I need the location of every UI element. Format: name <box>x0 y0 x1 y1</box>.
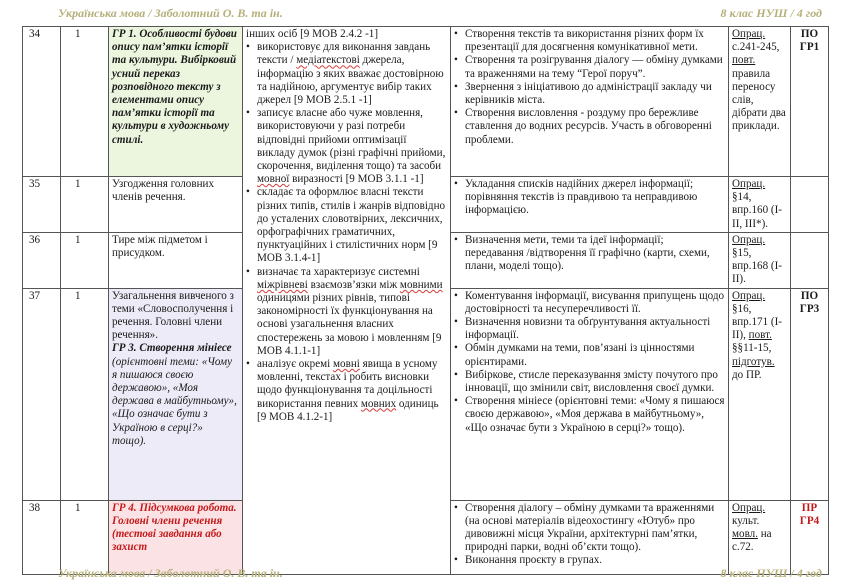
homework-cell <box>729 232 791 288</box>
lesson-topic: Узгодження головних членів речення. <box>109 177 243 233</box>
lesson-number: 36 <box>23 232 61 288</box>
activity-item: • Звернення з ініціативою до адміністрації закладу чи керівників міста. <box>454 81 725 107</box>
outcome-item: • складає та оформлює власні тексти різних типів, стилів і жанрів відповідно до усталених словотвірних, лексичних, орфографічних граматичних, пунктуаційних і стилістичних норм [9 МОВ 3.1.4-1] <box>246 186 447 265</box>
outcome-continuation: інших осіб [9 МОВ 2.4.2 -1] <box>246 28 379 40</box>
running-footer-right: 8 клас НУШ / 4 год <box>720 566 822 580</box>
activity-item: • Визначення новизни та обґрунтування актуальності інформації. <box>454 316 725 342</box>
lesson-topic <box>109 27 243 177</box>
homework-cell <box>729 177 791 233</box>
assessment-form: ПО ГР1 <box>791 27 829 177</box>
expected-outcomes-cell <box>243 27 451 575</box>
homework-text: Опрац. §14, впр.160 (І-ІІ, ІІІ*). <box>732 178 782 230</box>
activity-item: • Вибіркове, стисле переказування змісту почутого про інновації, що змінили світ, висловлення своєї думки. <box>454 369 725 395</box>
homework-cell <box>729 288 791 500</box>
lesson-hours: 1 <box>61 232 109 288</box>
outcome-item: • використовує для виконання завдань тексти / медіатекстові джерела, інформацію з яких вважає достовірною та надійною, аргументує вибір таких джерел [9 МОВ 2.5.1 -1] <box>246 41 447 107</box>
outcome-item: • визначає та характеризує системні міжрівневі взаємозв’язки між мовними одиницями різних рівнів, типові закономірності їх функціонування на основі узагальнення власних спостережень за мовою і мовленням [9 МОВ 4.1.1-1] <box>246 266 447 358</box>
topic-text: ГР 1. Особливості будови опису пам’ятки історії та культури. Вибірковий усний переказ розповідного тексту з елементами опису пам’ятки історії та культури в художньому стилі. <box>112 28 237 146</box>
activity-item: • Коментування інформації, висування припущень щодо достовірності та несуперечливості її. <box>454 290 725 316</box>
outcome-item: • аналізує окремі мовні явища в усному мовленні, текстах і робить висновки щодо функціонування та доцільності використання певних мовних одиниць [9 МОВ 4.1.2-1] <box>246 358 447 424</box>
running-header-right: 8 клас НУШ / 4 год <box>720 6 822 20</box>
activity-item: • Створення мініесе (орієнтовні теми: «Чому я пишаюся своєю державою», «Моя держава в майбутньому», «Що означає бути з Україною в серці?» тощо). <box>454 395 725 435</box>
activity-item: • Визначення мети, теми та ідеї інформації; передавання /відтворення її графічно (карти, схеми, плани, моделі тощо). <box>454 234 725 274</box>
running-footer <box>48 564 828 582</box>
topic-text: ГР 4. Підсумкова робота. Головні члени речення (тестові завдання або захист <box>112 501 237 554</box>
assessment-form: ПО ГР3 <box>791 288 829 500</box>
activity-item: • Обмін думками на теми, пов’язані із цінностями орієнтирами. <box>454 342 725 368</box>
lesson-hours: 1 <box>61 27 109 177</box>
assessment-form: ПР ГР4 <box>791 500 829 574</box>
table-row <box>23 27 829 177</box>
assessment-form <box>791 232 829 288</box>
topic-group-work: ГР 3. Створення мініесе <box>112 342 232 355</box>
assessment-form <box>791 177 829 233</box>
activity-item: • Створення висловлення - роздуму про бережливе ставлення до водних ресурсів. Участь в обговоренні проблеми. <box>454 107 725 147</box>
running-header-left: Українська мова / Заболотний О. В. та ін. <box>58 6 283 20</box>
topic-note: (орієнтовні теми: «Чому я пишаюся своєю державою», «Моя держава в майбутньому», «Що означає бути з Україною в серці?» тощо). <box>112 355 237 447</box>
homework-text: Опрац. культ. мовл. на с.72. <box>732 501 772 554</box>
activities-cell <box>451 27 729 177</box>
topic-text: Узагальнення вивченого з теми «Словосполучення і речення. Головні члени речення». <box>112 289 234 342</box>
lesson-topic <box>109 288 243 500</box>
activity-item: • Створення та розігрування діалогу — обміну думками та враженнями на тему “Герої поруч”. <box>454 54 725 80</box>
homework-text: Опрац. §15, впр.168 (І-ІІ). <box>732 233 782 286</box>
lesson-hours: 1 <box>61 288 109 500</box>
activity-item: • Створення діалогу – обміну думками та враженнями (на основі матеріалів відеохостингу «Ютуб» про дивовижні місця України, архітектурні пам’ятки, природні парки, водні об’єкти тощо). <box>454 502 725 555</box>
homework-text: Опрац. с.241-245, повт. правила переносу слів, дібрати два приклади. <box>732 28 786 133</box>
lesson-topic: Тире між підметом і присудком. <box>109 232 243 288</box>
lesson-hours: 1 <box>61 177 109 233</box>
activities-cell <box>451 288 729 500</box>
lesson-number: 34 <box>23 27 61 177</box>
outcomes-list <box>246 41 447 424</box>
lesson-plan-table <box>22 26 829 575</box>
lesson-number: 38 <box>23 500 61 574</box>
activity-item: • Створення текстів та використання різних форм їх презентації для досягнення комунікативної мети. <box>454 28 725 54</box>
lesson-number: 35 <box>23 177 61 233</box>
homework-text: Опрац. §16, впр.171 (І-ІІ), повт. §§11-15, підготув. до ПР. <box>732 289 782 381</box>
homework-cell <box>729 27 791 177</box>
outcome-item: • записує власне або чуже мовлення, використовуючи у разі потреби відповідні прийоми оптимізації викладу думок (різні графічні прийоми, скорочення, виділення тощо) та засоби мовної виразності [9 МОВ 3.1.1 -1] <box>246 107 447 186</box>
activities-cell <box>451 177 729 233</box>
running-header <box>48 4 828 22</box>
lesson-hours: 1 <box>61 500 109 574</box>
running-footer-left: Українська мова / Заболотний О. В. та ін. <box>58 566 283 580</box>
activity-item: • Виконання проєкту в групах. <box>454 554 725 567</box>
lesson-number: 37 <box>23 288 61 500</box>
activity-item: • Укладання списків надійних джерел інформації; порівняння текстів із правдивою та неправдивою інформацією. <box>454 178 725 218</box>
activities-cell <box>451 232 729 288</box>
